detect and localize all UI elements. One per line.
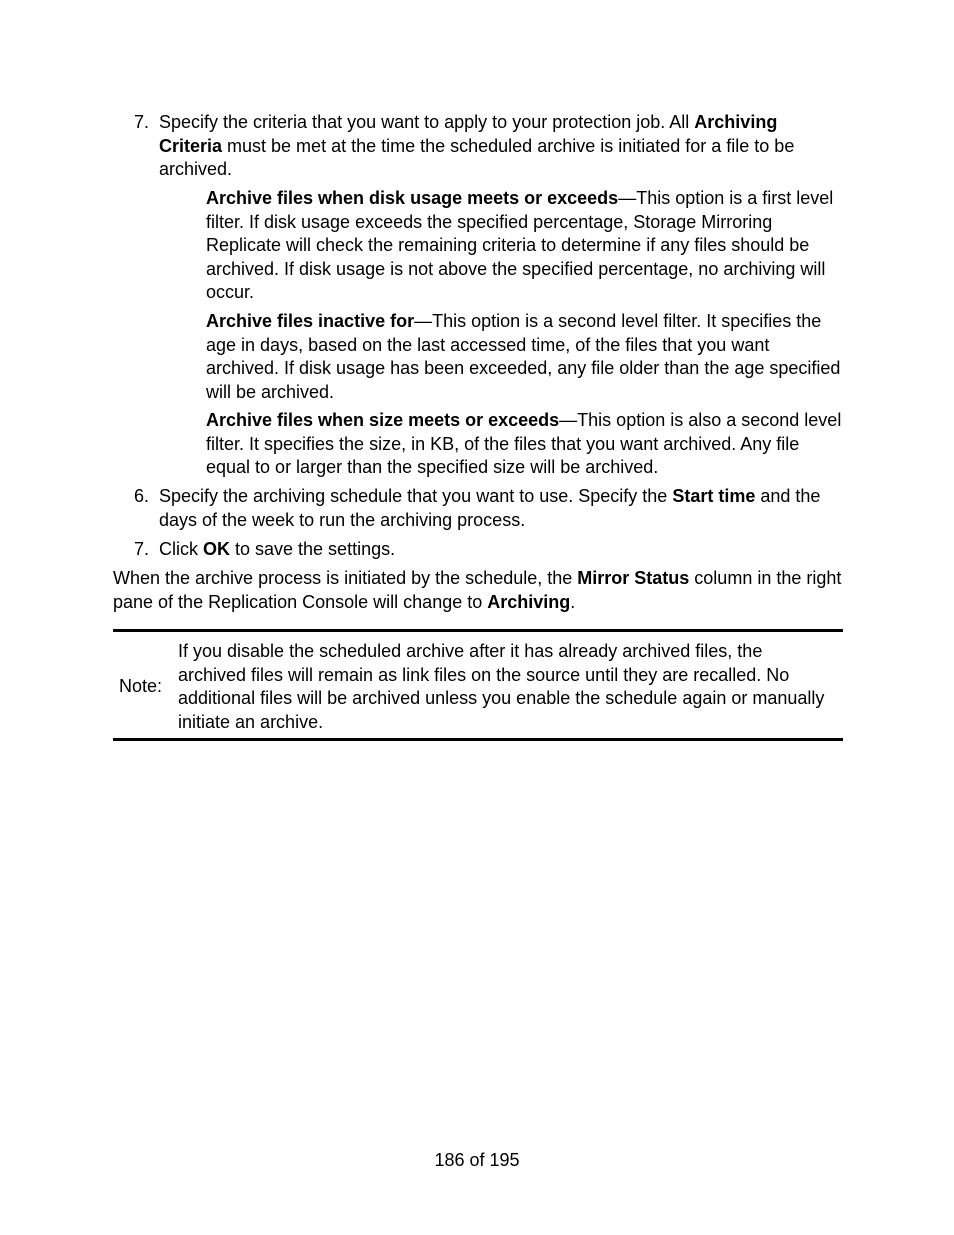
option-desc: —This option is a first level filter. If disk usage exceeds the specified percentage, Storage Mirroring Replicate will check the remaining criteria to determine if any files should be archived. If disk usage is not above the specified percentage, no archiving will occur. (206, 188, 834, 302)
step-number: 6. (133, 486, 149, 506)
option-disk-usage (206, 187, 846, 305)
page-number: 186 of 195 (434, 1150, 520, 1170)
step-text: Click OK to save the settings. (159, 539, 396, 559)
option-term: Archive files inactive for (206, 311, 415, 331)
option-size (206, 409, 846, 480)
step-ok (113, 538, 843, 562)
option-term: Archive files when disk usage meets or exceeds (206, 188, 619, 208)
option-desc: —This option is a second level filter. It specifies the age in days, based on the last accessed time, of the files that you want archived. If disk usage has been exceeded, any file older than the age specified will be archived. (206, 311, 841, 402)
mirror-status-term: Mirror Status (577, 568, 690, 588)
start-time-term: Start time (672, 486, 756, 506)
step-text: Specify the criteria that you want to apply to your protection job. All Archiving Criteria must be met at the time the scheduled archive is initiated for a file to be archived. (159, 112, 795, 179)
note-box (113, 629, 843, 741)
step-number: 7. (133, 539, 149, 559)
step-number: 7. (133, 112, 149, 132)
closing-paragraph: When the archive process is initiated by the schedule, the Mirror Status column in the right pane of the Replication Console will change to Archiving. (113, 568, 842, 612)
option-inactive (206, 310, 846, 404)
step-text: Specify the archiving schedule that you want to use. Specify the Start time and the days of the week to run the archiving process. (159, 486, 821, 530)
option-term: Archive files when size meets or exceeds (206, 410, 560, 430)
note-label: Note: (119, 676, 163, 696)
archiving-criteria-term: Archiving Criteria (159, 112, 778, 156)
archiving-term: Archiving (487, 591, 571, 612)
note-text: If you disable the scheduled archive after it has already archived files, the archived files will remain as link files on the source until they are recalled. No additional files will be archived unless you enable the schedule again or manually initiate an archive. (178, 641, 825, 732)
step-schedule (113, 485, 843, 532)
ok-term: OK (203, 539, 230, 559)
option-desc: —This option is also a second level filter. It specifies the size, in KB, of the files that you want archived. Any file equal to or larger than the specified size will be archived. (206, 410, 842, 477)
step-criteria (113, 111, 843, 182)
